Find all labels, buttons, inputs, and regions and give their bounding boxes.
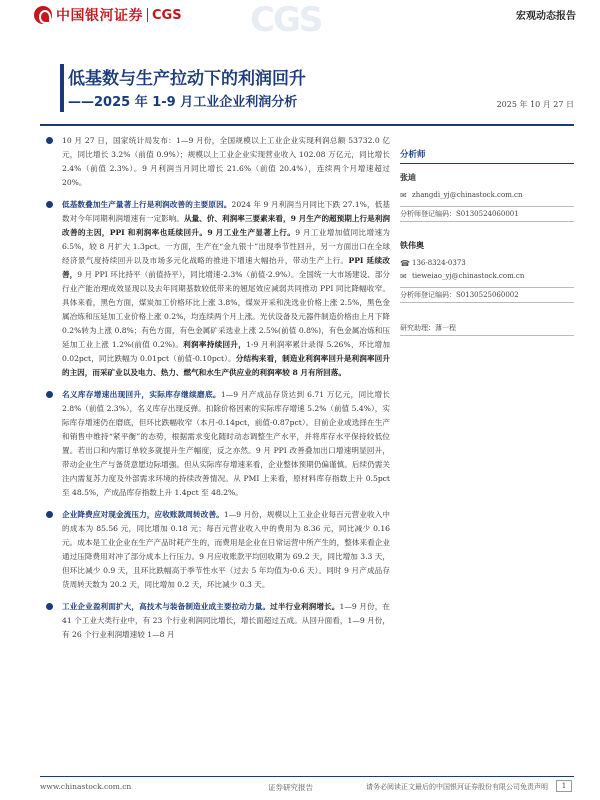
footer-label: 证券研究报告 <box>268 783 313 792</box>
page-number: 1 <box>556 780 572 792</box>
footer-website[interactable]: www.chinastock.com.cn <box>40 782 132 791</box>
paragraph-text: 9 月 PPI 环比持平（前值持平），同比增速-2.3%（前值-2.9%）。全国统一大市场建设、部分行业产能治理成效显现以及去年同期基数较低带来的翘尾效应减弱共同推动 PPI 同比降幅收窄。具体来看，黑色方面，煤炭加工价格环比上涨 3.8%，煤炭开采和洗选业价格上涨 2.5%，黑色金属冶炼和压延加工业价格上涨 0.2%，均连续两个月上涨。光伏设备及元器件制造价格由上月下降 0.2%转为上涨 0.8%；有色方面，有色金属矿采选业上涨 2.5%(前值 0.8%)，有色金属冶炼和压延加工业上涨 1.2%(前值 0.2%)。 <box>62 270 390 349</box>
paragraph-bold: 分结构来看，制造业利润率回升是利润率回升的主因，而采矿业以及电力、热力、燃气和水生产供应业的利润率较 8 月有所回落。 <box>62 354 390 377</box>
logo-cn-text: 中国银河证券 <box>56 8 143 24</box>
paragraph-text: 1—9 月份，规模以上工业企业每百元营业收入中的成本为 85.56 元，同比增加 0.18 元；每百元营业收入中的费用为 8.36 元，同比减少 0.16 元。成本是工业企业在生产产品时耗产生的，而费用是企业在日常运营中所产生的，整体来看企业通过压降费用对冲了部分成本上行压力。9 月应收账款平均回收期为 69.2 天，同比增加 3.3 天，但环比减少 0.9 天，且环比跌幅高于季节性水平（过去 5 年均值为-0.6 天）。同时 9 月产成品存货周转天数为 20.2 天，同比增加 0.2 天，环比减少 0.3 天。 <box>62 510 390 589</box>
analyst-email[interactable] <box>400 189 574 202</box>
paragraph-bold: 从量、价、利润率三要素来看，9 月生产的超预期上行是利润改善的主因，PPI 和利润率也延续回升。9 月工业生产显著上行。 <box>62 214 390 237</box>
paragraph-lead: 企业降费应对现金流压力，应收账款周转改善。 <box>62 510 224 519</box>
header-watermark: CGS <box>250 0 322 40</box>
report-header <box>0 0 600 40</box>
report-date: 2025 年 10 月 27 日 <box>496 100 574 109</box>
analyst-registration: 分析师登记编码：S0130524060001 <box>400 206 574 222</box>
paragraph-overview <box>38 134 390 190</box>
bullet-icon <box>46 511 53 518</box>
analyst-registration: 分析师登记编码：S0130525060002 <box>400 287 574 303</box>
bullet-icon <box>46 137 53 144</box>
logo-en-text: CGS <box>152 7 182 23</box>
email-icon: ✉ <box>400 191 407 200</box>
report-type: 宏观动态报告 <box>516 11 576 22</box>
paragraph-lead: 低基数叠加生产量著上行是利润改善的主要原因。 <box>62 200 232 209</box>
main-body <box>38 134 390 770</box>
paragraph-text: 2024 年 9 月利润当月同比下跌 27.1%，低基数对今年同期利润增速有一定影响。 <box>62 200 390 223</box>
analyst-name: 铁伟奥 <box>400 240 424 250</box>
paragraph-text: 1—9 月份，在 41 个工业大类行业中，有 23 个行业利润同比增长，增长面超过五成。从回升面看，1—9 月份，有 26 个行业利润增速较 1—8 月 <box>62 602 390 639</box>
footer-rule <box>40 776 574 777</box>
paragraph-lead: 名义库存增速出现回升，实际库存继续磨底。 <box>62 390 221 399</box>
header-rule <box>40 124 574 126</box>
logo-mark-icon <box>34 6 52 24</box>
title-accent-bar <box>60 64 64 112</box>
paragraph-bold: 利润率持续回升， <box>183 340 247 349</box>
paragraph-industries <box>38 600 390 642</box>
paragraph-bold: PPI 延续改善， <box>62 256 390 279</box>
analyst-sidebar <box>400 148 574 336</box>
paragraph-text: 10 月 27 日，国家统计局发布：1—9 月份，全国规模以上工业企业实现利润总额 53732.0 亿元，同比增长 3.2%（前值 0.9%）；规模以上工业企业实现营业收入 102.08 万亿元，同比增长 2.4%（前值 2.3%）。9 月利润当月同比增长 21.6%（前值 20.4%），连续两个月增速超过 20%。 <box>62 136 390 187</box>
paragraph-text: 1—9 月产成品存货达到 6.71 万亿元，同比增长 2.8%（前值 2.3%），名义库存出现反弹。扣除价格因素的实际库存增速 5.2%（前值 5.4%），实际库存增速仍在磨底，但环比跌幅收窄（本月-0.14pct，前值-0.87pct）。目前企业或选择在生产和销售中维持“紧平衡”的态势，根据需求变化随时动态调整生产水平，并将库存水平保持较低位置。若出口和内需订单较多就提升生产幅度，反之亦然。9 月 PPI 改善叠加出口增速明显回升，带动企业生产与备货意愿边际增强。但从实际库存增速来看，企业整体预期仍偏谨慎。后续仍需关注内需复苏力度及外部需求环境的持续改善情况。从 PMI 上来看，原材料库存指数上升 0.5pct 至 48.5%，产成品库存指数上升 1.4pct 至 48.2%。 <box>62 390 390 497</box>
paragraph-text: 1-9 月利润率累计录得 5.26%，环比增加 0.02pct，同比跌幅为 0.01pct（前值-0.10pct）。 <box>62 340 390 363</box>
paragraph-inventory <box>38 388 390 500</box>
analyst-name: 张迪 <box>400 172 416 182</box>
footer-disclaimer: 请务必阅读正文最后的中国银河证券股份有限公司免责声明 <box>366 783 548 791</box>
paragraph-profit-drivers <box>38 198 390 380</box>
report-subtitle: ——2025 年 1-9 月工业企业利润分析 <box>68 95 298 110</box>
report-title: 低基数与生产拉动下的利润回升 <box>68 69 306 89</box>
bullet-icon <box>46 201 53 208</box>
analyst-card <box>400 172 574 222</box>
paragraph-bold: 过半行业利润增长。 <box>270 602 340 611</box>
company-logo <box>34 5 182 25</box>
phone-icon: ☎ <box>400 259 410 268</box>
paragraph-text: 9 月工业增加值同比增速为 6.5%，较 8 月扩大 1.3pct。一方面，生产在“金九银十”出现季节性回升，另一方面出口在全球经济景气度持续回升以及市场多元化战略的推进下增速大幅抬升，带动生产上行。 <box>62 228 390 265</box>
bullet-icon <box>46 603 53 610</box>
logo-divider <box>147 8 148 22</box>
sidebar-heading: 分析师 <box>400 148 574 164</box>
analyst-email[interactable] <box>400 270 574 283</box>
paragraph-costs <box>38 508 390 592</box>
paragraph-lead: 工业企业盈利面扩大，高技术与装备制造业成主要拉动力量。 <box>62 602 271 611</box>
analyst-card <box>400 240 574 303</box>
bullet-icon <box>46 391 53 398</box>
email-icon: ✉ <box>400 272 407 281</box>
analyst-email-text: tieweiao_yj@chinastock.com.cn <box>412 272 525 280</box>
analyst-email-text: zhangdi_yj@chinastock.com.cn <box>412 191 523 199</box>
analyst-phone <box>400 257 574 270</box>
research-assistant: 研究助理：薄一程 <box>400 321 574 336</box>
analyst-phone-text: 136-8324-0373 <box>412 259 466 267</box>
